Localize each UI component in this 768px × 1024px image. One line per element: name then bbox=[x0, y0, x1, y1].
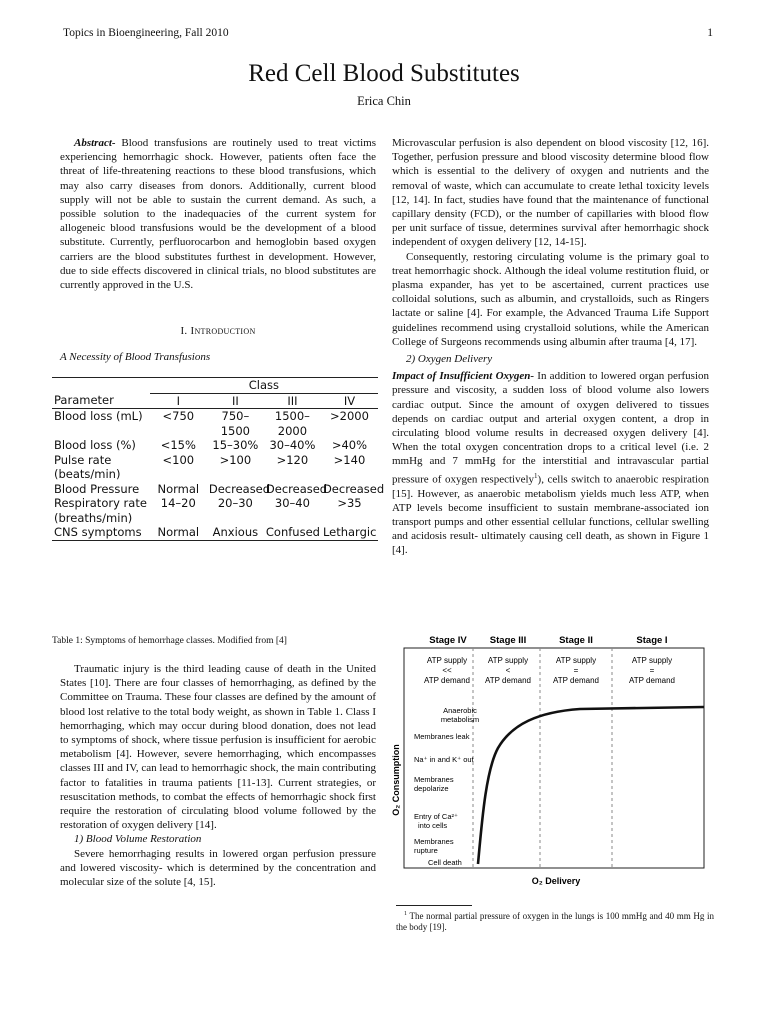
table-cell: >40% bbox=[331, 438, 368, 452]
table-cell: Normal bbox=[157, 525, 200, 539]
demand-label: ATP demand bbox=[553, 676, 599, 685]
table-row bbox=[52, 453, 378, 482]
abstract bbox=[60, 136, 376, 292]
supply-label: ATP supply bbox=[631, 656, 673, 665]
table-cell: <15% bbox=[160, 438, 196, 452]
table-class-header: Class bbox=[150, 378, 378, 393]
header-journal: Topics in Bioengineering, Fall 2010 bbox=[63, 27, 229, 39]
table-column-header: IV bbox=[321, 393, 378, 409]
table-cell: >100 bbox=[219, 452, 252, 467]
supply-relation: = bbox=[649, 666, 655, 675]
footnote-marker: 1 bbox=[404, 911, 407, 917]
y-axis-label: O₂ Consumption bbox=[391, 744, 401, 816]
table-cell: Blood loss (mL) bbox=[54, 409, 143, 423]
table-column-header: III bbox=[264, 393, 321, 409]
figure-1-oxygen-stages bbox=[390, 630, 712, 892]
table-cell: Confused bbox=[265, 525, 320, 539]
table-column-header: II bbox=[207, 393, 264, 409]
table-cell: Anxious bbox=[212, 525, 259, 539]
running-header bbox=[63, 27, 713, 39]
table-cell: 15–30% bbox=[212, 438, 259, 452]
demand-label: ATP demand bbox=[424, 676, 470, 685]
supply-label: ATP supply bbox=[426, 656, 468, 665]
paragraph-insufficient-oxygen bbox=[392, 369, 709, 557]
section-heading-introduction: I. Introduction bbox=[180, 325, 256, 337]
table-row bbox=[52, 525, 378, 540]
table-cell: 30–40% bbox=[269, 438, 316, 452]
paragraph-traumatic-injury: Traumatic injury is the third leading cause of death in the United States [10]. There are four classes of hemorrhaging, as defined by the Committee on Trauma. These four classes are defined by the amount of blood lost relative to the total body weight, as shown in Table 1. Class I hemorrhaging, which may occur during blood donation, does not lead to symptoms of shock, where tissue perfusion is insufficient for aerobic metabolism [4]. However, severe hemorrhaging, which encompasses classes III and IV, can lead to hemorrhagic shock, the main contributing factor to fatalities in trauma patients [11-13]. Current strategies, or resuscitation methods, to combat the effects of hemorrhagic shock first require the restoration of circulating blood volume followed by the restoration of oxygen delivery [14]. bbox=[60, 663, 376, 832]
subsubsection-heading: 2) Oxygen Delivery bbox=[406, 353, 493, 366]
paragraph-microvascular: Microvascular perfusion is also dependent on blood viscosity [12, 16]. Together, perfusion pressure and blood viscosity determine blood flow which is essential to the delivery of oxygen and nutrients and the removal of waste, which can accumulate to create lethal toxicity levels [12, 14]. In fact, studies have found that the maintenance of functional capillary density (FCD), or the number of capillaries with blood flow per unit surface of tissue, determines survival after hemorrhagic shock independent of oxygen delivery [12, 14-15]. bbox=[392, 137, 709, 249]
paragraph-text: In addition to lowered organ perfusion pressure and viscosity, a sudden loss of blood volume also lowers cardiac output. Since the amount of oxygen delivered to tissues depends on cardiac output and arterial oxygen content, a drop in circulating blood volume results in decreased oxygen delivery [4]. When the total oxygen concentration drops to a critical level (i.e. 2 mmHg and 7 mmHg for the interstitial and intravascular partial pressure of oxygen respectively bbox=[392, 370, 710, 486]
table-cell: 1500–2000 bbox=[274, 409, 310, 438]
author-name: Erica Chin bbox=[357, 94, 411, 108]
table-cell: Blood loss (%) bbox=[54, 438, 136, 452]
paragraph-text: ), cells switch to anaerobic respiration [15]. However, as anaerobic metabolism yields much less ATP, when ATP levels become insufficient to sustain membrane-associated ion transport pumps and other essential cellular functions, cellular swelling and acidosis result- ultimately causing cell death, as shown in Figure 1 [4]. bbox=[392, 473, 710, 557]
curve-label-cell-death: Cell death bbox=[428, 858, 462, 867]
table-cell: <750 bbox=[162, 409, 195, 423]
abstract-label: Abstract- bbox=[74, 137, 116, 149]
curve-label-depolarize: Membranes bbox=[414, 775, 454, 784]
figure-svg bbox=[390, 630, 712, 892]
table-cell: Decreased bbox=[208, 481, 271, 496]
table-cell: 14–20 bbox=[160, 496, 196, 510]
curve-label-anaerobic: metabolism bbox=[440, 715, 480, 724]
table-cell: 750–1500 bbox=[220, 409, 250, 438]
table-column-header: I bbox=[150, 393, 207, 409]
curve-label-na-k: Na⁺ in and K⁺ out bbox=[414, 755, 474, 764]
table-cell: CNS symptoms bbox=[54, 525, 142, 539]
supply-label: ATP supply bbox=[555, 656, 597, 665]
table-cell: Pulse rate (beats/min) bbox=[54, 452, 121, 481]
column-1-body bbox=[60, 662, 376, 889]
table-cell: Lethargic bbox=[322, 525, 377, 539]
abstract-text: Blood transfusions are routinely used to treat victims experiencing hemorrhagic shock. However, patients often face the threat of life-threatening reactions to these blood transfusions, which may also carry diseases from donors. Additionally, current blood supply will not be able to sustain the current demand. As such, a possible solution to the inadequacies of the current system for allogeneic blood transfusions would be the development of a blood substitute. Currently, perfluorocarbon and hemoglobin based oxygen carriers are the blood substitutes furthest in development. However, due to side effects discovered in clinical trials, no blood substitutes are currently approved in the U.S. bbox=[60, 137, 376, 292]
table-row bbox=[52, 438, 378, 453]
supply-label: ATP supply bbox=[487, 656, 529, 665]
footnote-text: The normal partial pressure of oxygen in the lungs is 100 mmHg and 40 mm Hg in the body [19]. bbox=[396, 911, 714, 932]
table-cell: <100 bbox=[162, 452, 195, 467]
demand-label: ATP demand bbox=[629, 676, 675, 685]
table-row bbox=[52, 496, 378, 525]
x-axis-label: O₂ Delivery bbox=[531, 876, 581, 886]
table-cell: >140 bbox=[333, 452, 366, 467]
subsection-heading: A Necessity of Blood Transfusions bbox=[60, 351, 211, 363]
paragraph-consequently: Consequently, restoring circulating volume is the primary goal to treat hemorrhagic shock. Although the ideal volume restitution fluid, or plasma expander, has yet to be ascertained, current practices use colloidal solutions, such as albumin, and crystalloids, such as Ringers lactate or saline [4]. For example, the Advanced Trauma Life Support guidelines recommend using crystalloid solutions, while the American College of Surgeons recommends using albumin after trauma [4, 17]. bbox=[392, 250, 709, 348]
table-cell: >35 bbox=[337, 496, 362, 510]
demand-label: ATP demand bbox=[485, 676, 531, 685]
curve-label-rupture: rupture bbox=[414, 846, 438, 855]
paper-title: Red Cell Blood Substitutes bbox=[248, 60, 520, 87]
paragraph-volume-restoration: Severe hemorrhaging results in lowered organ perfusion pressure and lowered viscosity- which is determined by the concentration and molecular size of the solute [4, 15]. bbox=[60, 847, 376, 889]
table-column-header: Parameter bbox=[52, 393, 150, 409]
stage-label: Stage I bbox=[636, 635, 668, 646]
curve-label-calcium: into cells bbox=[418, 821, 448, 830]
stage-label: Stage IV bbox=[429, 635, 467, 646]
curve-label-depolarize: depolarize bbox=[414, 784, 449, 793]
supply-relation: = bbox=[573, 666, 579, 675]
column-2-body bbox=[392, 136, 709, 558]
curve-label-rupture: Membranes bbox=[414, 837, 454, 846]
table-cell: Respiratory rate (breaths/min) bbox=[54, 496, 147, 525]
footnote-rule bbox=[396, 905, 472, 906]
table-cell: Decreased bbox=[322, 481, 385, 496]
supply-relation: << bbox=[442, 666, 452, 675]
curve-label-anaerobic: Anaerobic bbox=[443, 706, 477, 715]
curve-label-membranes-leak: Membranes leak bbox=[414, 732, 470, 741]
table-cell: 30–40 bbox=[274, 496, 310, 510]
subsubsection-heading: 1) Blood Volume Restoration bbox=[74, 833, 202, 846]
page-number: 1 bbox=[707, 27, 713, 39]
stage-label: Stage III bbox=[489, 635, 527, 646]
table-caption: Table 1: Symptoms of hemorrhage classes. Modified from [4] bbox=[52, 636, 287, 646]
hemorrhage-class-table bbox=[52, 377, 385, 541]
curve-label-calcium: Entry of Ca²⁺ bbox=[414, 812, 458, 821]
table-cell: 20–30 bbox=[217, 496, 253, 510]
table-cell: Normal bbox=[157, 481, 200, 496]
table-cell: Decreased bbox=[265, 481, 328, 496]
table-cell: Blood Pressure bbox=[54, 481, 140, 496]
stage-label: Stage II bbox=[559, 635, 593, 646]
table-cell: >120 bbox=[276, 452, 309, 467]
table-row bbox=[52, 482, 378, 497]
table-row bbox=[52, 409, 378, 439]
footnote bbox=[396, 909, 714, 933]
inline-heading: Impact of Insufficient Oxygen- bbox=[392, 370, 535, 383]
footnote-ref: 1 bbox=[534, 471, 538, 480]
supply-relation: < bbox=[505, 666, 511, 675]
table-cell: >2000 bbox=[330, 409, 369, 423]
